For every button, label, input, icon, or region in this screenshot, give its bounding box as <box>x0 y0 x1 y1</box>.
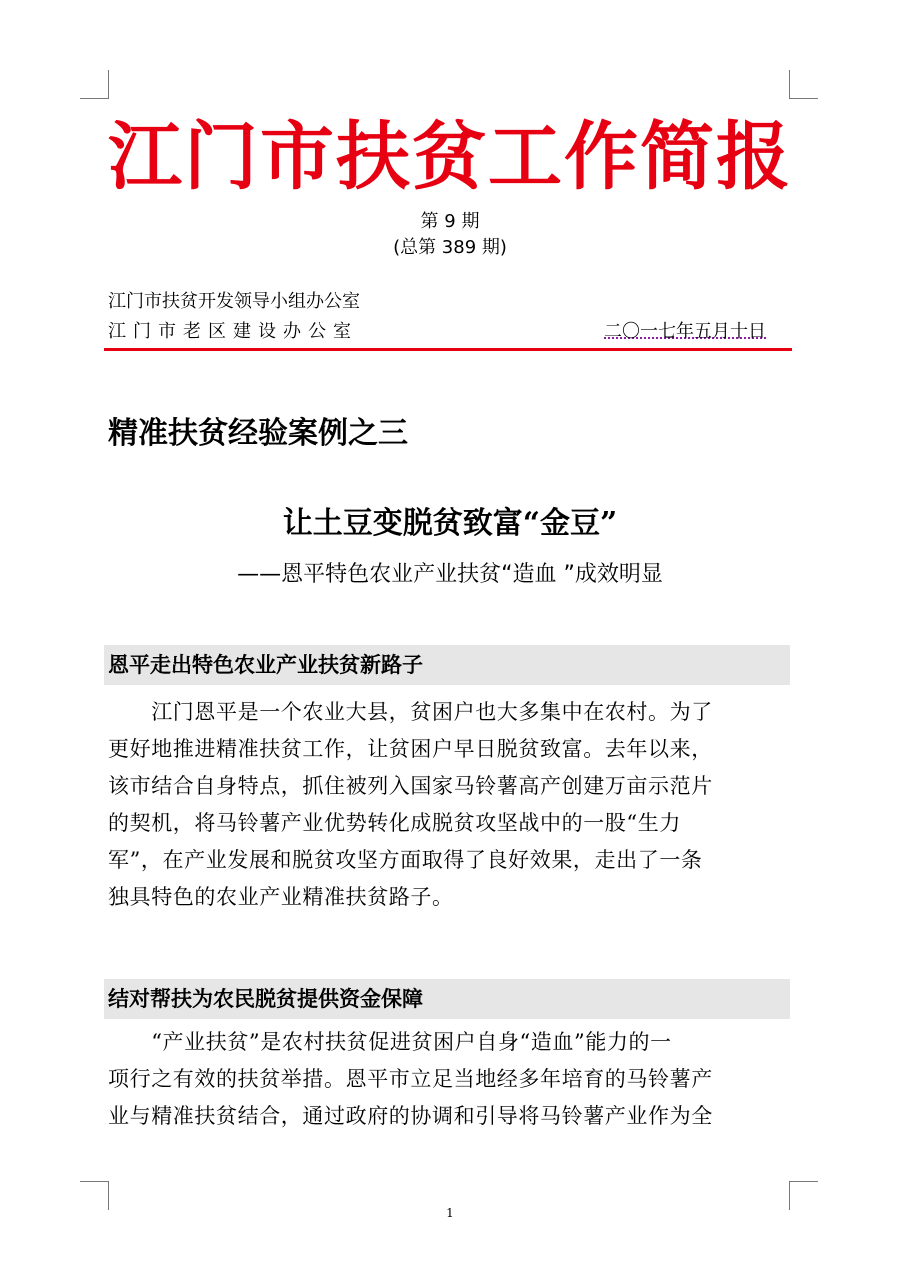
page-number: 1 <box>446 1206 454 1220</box>
publish-date: 二〇一七年五月十日 <box>604 321 766 342</box>
issue-number: 第 9 期 <box>420 211 480 232</box>
publisher-org-1: 江门市扶贫开发领导小组办公室 <box>108 291 360 312</box>
series-title: 精准扶贫经验案例之三 <box>108 416 408 451</box>
paragraph-line: 该市结合自身特点，抓住被列入国家马铃薯高产创建万亩示范片 <box>108 774 713 798</box>
article-subtitle: ——恩平特色农业产业扶贫“造血 ”成效明显 <box>237 562 663 587</box>
paragraph-line: 独具特色的农业产业精准扶贫路子。 <box>108 885 454 909</box>
masthead-title: 江门市扶贫工作简报 <box>108 114 792 200</box>
section-heading: 结对帮扶为农民脱贫提供资金保障 <box>104 979 790 1019</box>
section-heading: 恩平走出特色农业产业扶贫新路子 <box>104 645 790 685</box>
paragraph-line: 江门恩平是一个农业大县，贫困户也大多集中在农村。为了 <box>108 700 713 724</box>
paragraph-line: “产业扶贫”是农村扶贫促进贫困户自身“造血”能力的一 <box>108 1030 672 1054</box>
publisher-org-2: 江门市老区建设办公室 <box>108 321 358 342</box>
crop-mark-top-right <box>789 70 818 99</box>
paragraph-line: 更好地推进精准扶贫工作，让贫困户早日脱贫致富。去年以来， <box>108 737 713 761</box>
article-title: 让土豆变脱贫致富“金豆” <box>282 506 618 541</box>
crop-mark-top-left <box>80 70 109 99</box>
paragraph-line: 军”，在产业发展和脱贫攻坚方面取得了良好效果，走出了一条 <box>108 848 703 872</box>
header-divider <box>104 348 792 351</box>
section-paragraph <box>108 694 792 916</box>
paragraph-line: 业与精准扶贫结合，通过政府的协调和引导将马铃薯产业作为全 <box>108 1104 713 1128</box>
paragraph-line: 项行之有效的扶贫举措。恩平市立足当地经多年培育的马铃薯产 <box>108 1067 713 1091</box>
section-paragraph <box>108 1024 792 1135</box>
issue-total: (总第 389 期) <box>393 237 507 258</box>
paragraph-line: 的契机，将马铃薯产业优势转化成脱贫攻坚战中的一股“生力 <box>108 811 681 835</box>
